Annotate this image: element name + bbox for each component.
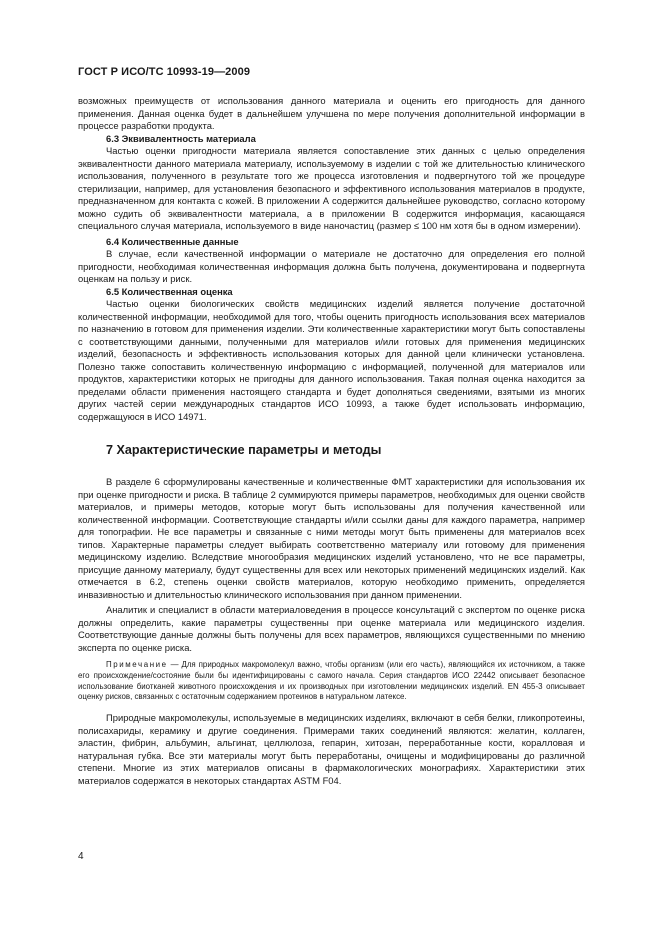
section-6-3-title: 6.3 Эквивалентность материала xyxy=(106,132,256,144)
section-7-paragraph-3: Природные макромолекулы, используемые в медицинских изделиях, включают в себя белки, гликопротеины, полисахариды, керамику и другие соединения. Примерами таких соединений являются: желатин, коллаген, эластин, фибрин, альбумин, альгинат, целлюлоза, гепарин, хитозан, переработанные кости, коралловая и натуральная губка. Все эти материалы могут быть переработаны, очищены и модифицированы до различной степени. Многие из этих материалов описаны в фармакологических монографиях. Характеристики этих материалов содержатся в некоторых стандартах ASTM F04. xyxy=(78,712,585,786)
section-6-4-text: В случае, если качественной информации о материале не достаточно для определения его полной пригодности, необходимая количественная информация должна быть получена, документирована и подвергнута оценкам на пользу и риск. xyxy=(78,248,585,284)
document-header: ГОСТ Р ИСО/ТС 10993-19—2009 xyxy=(78,66,251,78)
section-6-5-text: Частью оценки биологических свойств медицинских изделий является получение достаточной количественной информации, необходимой для того, чтобы оценить пригодность использования всех материалов по назначению в готовом для применения изделии. Эти количественные характеристики могут быть сопоставлены с соответствующими данными, полученными для материалов и/или готовых для применения медицинских изделий, безопасность и эффективность использования которых для данной цели клинически установлена. Полезно также сопоставить количественную информацию с информацией, полученной для материалов или продуктов, характеристики которых не пригодны для данного использования. Такая полная оценка находится за пределами области применения настоящего стандарта и будет дополняться сведениями, взятыми из многих других частей серии международных стандартов ИСО 10993, а также будет использовать информацию, содержащуюся в ИСО 14971. xyxy=(78,298,585,422)
section-7-paragraph-1: В разделе 6 сформулированы качественные и количественные ФМТ характеристики для использования их при оценке пригодности и риска. В таблице 2 суммируются примеры параметров, необходимых для оценки свойств материалов, и примеры методов, которые могут быть использованы для получения качественной или количественной информации. Соответствующие стандарты и/или ссылки даны для каждого параметра, например для топографии. Не все параметры и связанные с ними методы могут быть применены для материалов всех типов. Характерные параметры следует выбирать соответственно материалу или готовому для применения медицинскому изделию. Вследствие многообразия медицинских изделий установлено, что не все параметры, присущие данному материалу, будут существенны для всех или некоторых применений медицинских изделий. Как отмечается в 6.2, степень оценки свойств материалов, которую необходимо применить, определяется инвазивностью и длительностью клинического использования при данном применении. xyxy=(78,476,585,600)
section-6-5-title: 6.5 Количественная оценка xyxy=(106,285,233,297)
intro-paragraph: возможных преимуществ от использования данного материала и оценить его пригодность для данного применения. Данная оценка будет в дальнейшем улучшена по мере получения дополнительной информации в процессе разработки продукта. xyxy=(78,95,585,131)
section-7-paragraph-2: Аналитик и специалист в области материаловедения в процессе консультаций с экспертом по оценке риска должны определить, какие параметры существенны при оценке материала или медицинского изделия. Соответствующие данные должны быть получены для всех параметров, являющихся существенными по мнению эксперта по оценке риска. xyxy=(78,604,585,653)
section-6-3-text: Частью оценки пригодности материала является сопоставление этих данных с целью определения эквивалентности данного материала материалу, используемому в изделии с той же длительностью клинического использования, полученного в результате того же процесса изготовления и подвергнутого той же процедуре стерилизации, например, для установления безопасного и эффективного использования материалов в продукте, предназначенном для контакта с кожей. В приложении А содержится дальнейшее руководство, согласно которому можно судить об эквивалентности материала, а в приложении В содержится информация, касающаяся специального случая материала, используемого в виде наночастиц (размер ≤ 100 нм хотя бы в одном измерении). xyxy=(78,145,585,231)
section-6-4-title: 6.4 Количественные данные xyxy=(106,235,239,247)
note-label: Примечание xyxy=(106,660,168,669)
note-block xyxy=(78,660,585,703)
note-text: — Для природных макромолекул важно, чтобы организм (или его часть), являющийся их источником, а также его происхождение/состояние были бы идентифицированы с самого начала. Серия стандартов ИСО 22442 описывает безопасное использование биотканей животного происхождения и их производных при изготовлении медицинских изделий. EN 455-3 описывает оценку рисков, связанных с остаточным содержанием протеинов в натуральном латексе. xyxy=(78,660,585,702)
section-7-title: 7 Характеристические параметры и методы xyxy=(106,443,382,457)
page-number: 4 xyxy=(78,851,84,862)
document-body xyxy=(78,95,585,787)
